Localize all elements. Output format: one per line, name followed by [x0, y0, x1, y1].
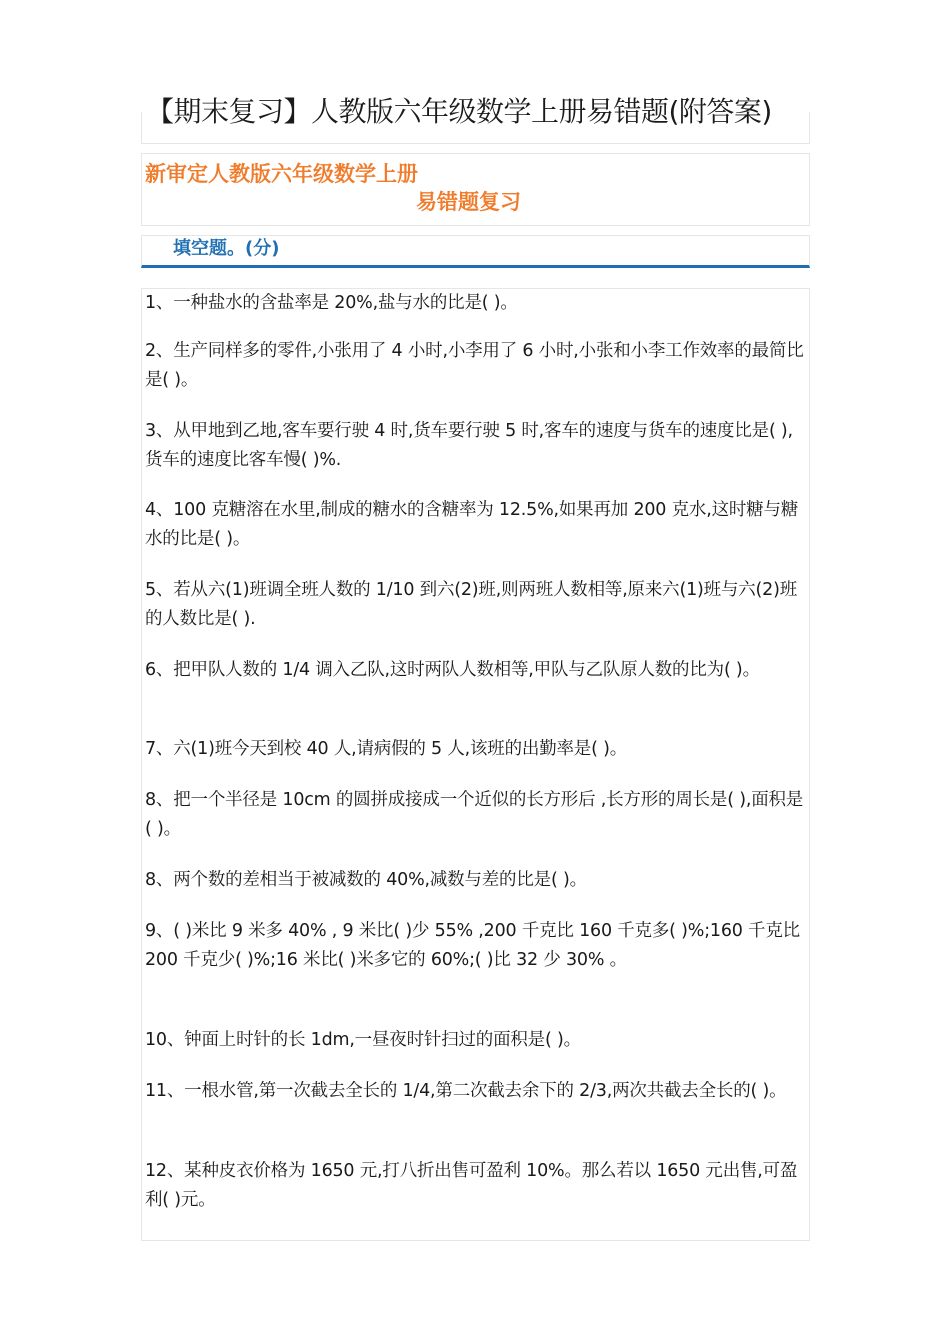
- question-item: 10、钟面上时针的长 1dm,一昼夜时针扫过的面积是( )。: [145, 1030, 581, 1050]
- header-line-1: 新审定人教版六年级数学上册: [145, 162, 418, 186]
- section-header: [141, 235, 810, 268]
- question-item: 8、把一个半径是 10cm 的圆拼成接成一个近似的长方形后 ,长方形的周长是( ),面积是( )。: [145, 790, 804, 839]
- question-list: [141, 288, 810, 1241]
- question-item: 8、两个数的差相当于被减数的 40%,减数与差的比是( )。: [145, 870, 587, 890]
- question-item: 6、把甲队人数的 1/4 调入乙队,这时两队人数相等,甲队与乙队原人数的比为( )。: [145, 660, 760, 680]
- question-item: 11、一根水管,第一次截去全长的 1/4,第二次截去余下的 2/3,两次共截去全长的( )。: [145, 1081, 787, 1101]
- document-title: 【期末复习】人教版六年级数学上册易错题(附答案): [146, 95, 772, 128]
- question-item: 3、从甲地到乙地,客车要行驶 4 时,货车要行驶 5 时,客车的速度与货车的速度比是( ),货车的速度比客车慢( )%.: [145, 421, 793, 470]
- question-item: 12、某种皮衣价格为 1650 元,打八折出售可盈利 10%。那么若以 1650 元出售,可盈利( )元。: [145, 1161, 798, 1210]
- header-banner: [141, 153, 810, 226]
- title-frame: [141, 112, 810, 144]
- question-item: 4、100 克糖溶在水里,制成的糖水的含糖率为 12.5%,如果再加 200 克水,这时糖与糖水的比是( )。: [145, 500, 799, 549]
- header-line-2: 易错题复习: [416, 190, 521, 214]
- question-item: 7、六(1)班今天到校 40 人,请病假的 5 人,该班的出勤率是( )。: [145, 739, 628, 759]
- question-item: 9、( )米比 9 米多 40% , 9 米比( )少 55% ,200 千克比 160 千克多( )%;160 千克比 200 千克少( )%;16 米比( )米多它的 60%;( )比 32 少 30% 。: [145, 921, 800, 970]
- section-title: 填空题。(分): [173, 238, 280, 259]
- question-item: 1、一种盐水的含盐率是 20%,盐与水的比是( )。: [145, 293, 518, 313]
- question-item: 5、若从六(1)班调全班人数的 1/10 到六(2)班,则两班人数相等,原来六(1)班与六(2)班的人数比是( ).: [145, 580, 798, 629]
- question-item: 2、生产同样多的零件,小张用了 4 小时,小李用了 6 小时,小张和小李工作效率的最简比是( )。: [145, 341, 804, 390]
